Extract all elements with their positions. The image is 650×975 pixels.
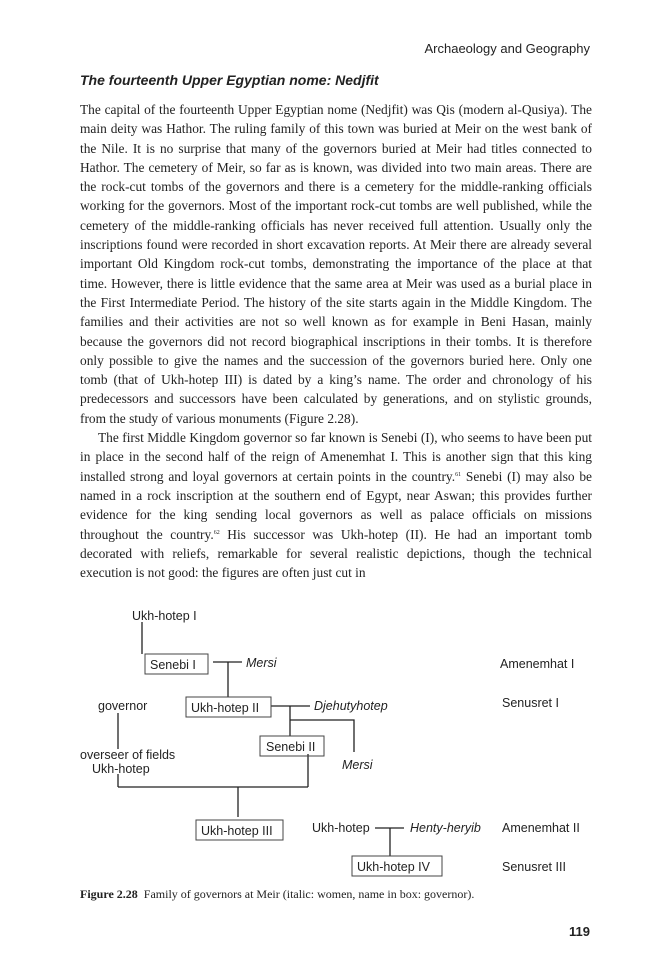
king-senusret-iii: Senusret III [502, 860, 566, 874]
paragraph-2 [80, 428, 592, 582]
footnote-ref-62[interactable]: 62 [213, 529, 220, 536]
running-head: Archaeology and Geography [424, 41, 590, 56]
figure-caption-label: Figure 2.28 [80, 887, 138, 901]
name-senebi-ii: Senebi II [266, 740, 316, 754]
name-ukh-hotep-iv: Ukh-hotep IV [357, 860, 430, 874]
name-mersi-2: Mersi [342, 758, 373, 772]
page-number: 119 [569, 924, 590, 939]
paragraph-2-segment-3: His successor was Ukh-hotep (II). He had an important tomb decorated with reliefs, remarkable for several realistic depictions, though the technical execution is not good: the figures are often just cut in [80, 526, 592, 581]
name-ukh-hotep-i: Ukh-hotep I [132, 609, 197, 623]
name-henty-heryib: Henty-heryib [410, 821, 481, 835]
name-mersi-1: Mersi [246, 656, 277, 670]
name-overseer-ukh-hotep: Ukh-hotep [92, 762, 150, 776]
name-djehutyhotep: Djehutyhotep [314, 699, 388, 713]
family-tree-figure [70, 602, 610, 882]
name-ukh-hotep: Ukh-hotep [312, 821, 370, 835]
footnote-ref-61[interactable]: 61 [455, 471, 462, 478]
family-tree-diagram [70, 602, 610, 882]
paragraph-1: The capital of the fourteenth Upper Egyptian nome (Nedjfit) was Qis (modern al-Qusiya). The main deity was Hathor. The ruling family of this town was buried at Meir on the west bank of the Nile. It is no surprise that many of the governors buried at Meir had titles connected to Hathor. The cemetery of Meir, so far as is known, was divided into two main areas. There are the rock-cut tombs of the governors and there is a cemetery for the middle-ranking officials working for the governors. Most of the important rock-cut tombs are well published, while the cemetery of the middle-ranking officials has never received full attention. Usually only the inscriptions found were recorded in short excavation reports. At Meir there are already several important Old Kingdom rock-cut tombs, demonstrating the importance of the place at that time. However, there is little evidence that the same area at Meir was used as a burial place in the First Intermediate Period. The history of the site starts again in the Middle Kingdom. The families and their activities are not so well known as for example in Beni Hasan, mainly because the governors did not record biographical inscriptions in their tombs. It is therefore only possible to give the names and the succession of the governors buried here. Only one tomb (that of Ukh-hotep III) is dated by a king’s name. The order and chronology of his predecessors and successors have been calculated by generations, and on stylistic grounds, from the study of various monuments (Figure 2.28). [80, 102, 592, 426]
name-governor: governor [98, 699, 148, 713]
body-text [80, 100, 592, 582]
paragraph-2-segment-2: Senebi (I) may also be named in a rock inscription at the southern end of Egypt, near Aswan; this provides further evidence for the king sending local governors as well as palace officials on missions throughout the country. [80, 468, 593, 542]
king-senusret-i: Senusret I [502, 696, 559, 710]
name-ukh-hotep-ii: Ukh-hotep II [191, 701, 260, 715]
name-overseer-of-fields: overseer of fields [80, 748, 176, 762]
section-title: The fourteenth Upper Egyptian nome: Nedjfit [80, 72, 379, 88]
figure-caption-text: Family of governors at Meir (italic: women, name in box: governor). [143, 887, 475, 901]
king-amenemhat-i: Amenemhat I [500, 657, 575, 671]
king-amenemhat-ii: Amenemhat II [502, 821, 580, 835]
name-ukh-hotep-iii: Ukh-hotep III [201, 824, 273, 838]
figure-caption [80, 887, 474, 902]
name-senebi-i: Senebi I [150, 658, 196, 672]
paragraph-2-segment-1: The first Middle Kingdom governor so far known is Senebi (I), who seems to have been put in place in the second half of the reign of Amenemhat I. This is another sign that this king installed strong and loyal governors at certain points in the country. [80, 430, 592, 484]
